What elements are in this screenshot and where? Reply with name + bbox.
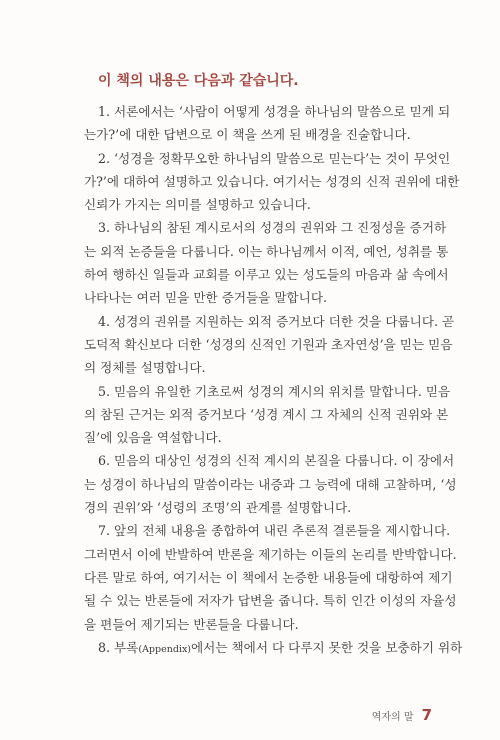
- text-line: 7. 앞의 전체 내용을 종합하여 내린 추론적 결론들을 제시합니다.: [98, 523, 451, 539]
- text-line: 의 정체를 설명합니다.: [84, 360, 206, 376]
- text-line: 그러면서 이에 반발하여 반론을 제기하는 이들의 논리를 반박합니다.: [84, 546, 457, 562]
- text-line-appendix: [84, 636, 463, 659]
- text-line: 도덕적 확신보다 더한 ‘성경의 신적인 기원과 초자연성’을 믿는 믿음: [84, 336, 453, 352]
- text-line: 질’에 있음을 역설합니다.: [84, 430, 222, 446]
- appendix-text-before: 8. 부록: [98, 639, 139, 655]
- text-line: 는가?’에 대한 답변으로 이 책을 쓰게 된 배경을 진술합니다.: [84, 127, 411, 143]
- text-line: 4. 성경의 권위를 지원하는 외적 증거보다 더한 것을 다룹니다. 곧: [98, 313, 455, 329]
- text-line: 6. 믿음의 대상인 성경의 신적 계시의 본질을 다룹니다. 이 장에서: [98, 453, 455, 469]
- text-line: 가?’에 대하여 설명하고 있습니다. 여기서는 성경의 신적 권위에 대한: [84, 173, 460, 189]
- text-line: 3. 하나님의 참된 계시로서의 성경의 권위와 그 진정성을 증거하: [98, 220, 447, 236]
- appendix-text-after: 에서는 책에서 다 다루지 못한 것을 보충하기 위하: [191, 639, 463, 655]
- page-number: 7: [421, 706, 432, 724]
- text-line: 1. 서론에서는 ‘사람이 어떻게 성경을 하나님의 말씀으로 믿게 되: [98, 104, 451, 119]
- running-footer-label: 역자의 말: [371, 712, 414, 723]
- section-heading: 이 책의 내용은 다음과 같습니다.: [98, 73, 299, 89]
- appendix-label: (Appendix): [138, 643, 192, 655]
- text-line: 2. ‘성경을 정확무오한 하나님의 말씀으로 믿는다’는 것이 무엇인: [98, 150, 451, 166]
- text-line: 나타나는 여러 믿을 만한 증거들을 말합니다.: [84, 290, 327, 306]
- text-line: 경의 권위’와 ‘성령의 조명’의 관계를 설명합니다.: [84, 500, 352, 516]
- text-line: 다른 말로 하여, 여기서는 이 책에서 논증한 내용들에 대항하여 제기: [84, 569, 453, 585]
- text-line: 을 편들어 제기되는 반론들을 다룹니다.: [84, 616, 299, 632]
- text-line: 하여 행하신 일들과 교회를 이루고 있는 성도들의 마음과 삶 속에서: [84, 267, 449, 283]
- text-line: 는 외적 논증들을 다룹니다. 이는 하나님께서 이적, 예언, 성취를 통: [84, 243, 449, 259]
- page-footer: [372, 706, 432, 724]
- text-line: 의 참된 근거는 외적 증거보다 ‘성경 계시 그 자체의 신적 권위와 본: [84, 406, 449, 422]
- text-line: 5. 믿음의 유일한 기초로써 성경의 계시의 위치를 말합니다. 믿음: [98, 383, 451, 399]
- text-line: 될 수 있는 반론들에 저자가 답변을 줍니다. 특히 인간 이성의 자율성: [84, 593, 457, 609]
- text-line: 신뢰가 가지는 의미를 설명하고 있습니다.: [84, 197, 311, 213]
- text-line: 는 성경이 하나님의 말씀이라는 내증과 그 능력에 대해 고찰하며, ‘성: [84, 476, 457, 492]
- body-text: [84, 100, 463, 659]
